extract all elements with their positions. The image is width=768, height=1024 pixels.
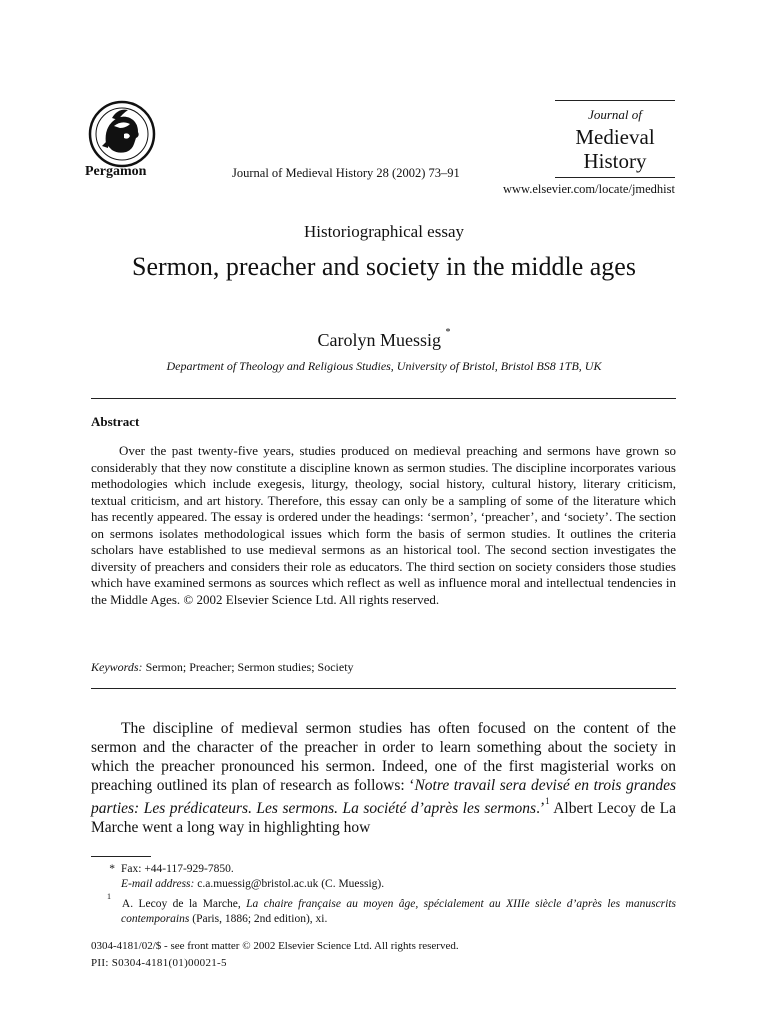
body-text-a: The discipline of medieval sermon studies has often focused on the content of the sermon and the character of the preacher in order to learn something about the society in which the preacher pronounced his sermon. Indeed, one of the first magisterial works on preaching outlined its plan of research as follows: ‘ [91,720,676,794]
pergamon-logo [88,100,156,168]
footnote-1-number: 1 [107,892,111,901]
body-text-b: .’ [536,800,546,818]
journal-name-line2: History [583,149,647,173]
keywords-label: Keywords: [91,660,143,674]
footnote-ref-1[interactable]: 1 [545,796,550,806]
footnote-1 [91,892,676,927]
keywords-list: Sermon; Preacher; Sermon studies; Society [145,660,354,674]
footnote-1-text-b: (Paris, 1886; 2nd edition), xi. [189,912,328,925]
issn-line: 0304-4181/02/$ - see front matter © 2002 Elsevier Science Ltd. All rights reserved. [91,940,459,952]
journal-citation: Journal of Medieval History 28 (2002) 73–91 [232,166,460,180]
publisher-name: Pergamon [85,164,147,179]
footnote-1-text-a: A. Lecoy de la Marche, [121,897,247,910]
author-affiliation: Department of Theology and Religious Studies, University of Bristol, Bristol BS8 1TB, UK [166,359,602,373]
journal-of-label: Journal of [588,107,642,122]
journal-title-box [555,100,675,178]
email-address[interactable]: c.a.muessig@bristol.ac.uk (C. Muessig). [197,878,385,890]
author-name: Carolyn Muessig [317,330,441,350]
footnote-fax-mark: * [109,863,115,875]
footnote-email [91,877,676,892]
keywords [91,660,354,675]
abstract-text: Over the past twenty-five years, studies produced on medieval preaching and sermons have grown so considerably that they now constitute a discipline known as sermon studies. The discipline incorporates various methodologies which include exegesis, liturgy, theology, social history, cultural history, literary criticism, textual criticism, and art history. Therefore, this essay can only be a sampling of some of the literature which has recently appeared. The essay is ordered under the headings: ‘sermon’, ‘preacher’, and ‘society’. The section on sermons isolates methodological issues which form the basis of sermon studies. It outlines the criteria scholars have established to use medieval sermons as an historical tool. The second section investigates the diversity of preachers and considers their role as educators. The third section on society considers those studies which have examined sermons as sources which reflect as well as influence moral and intellectual tendencies in the Middle Ages. © 2002 Elsevier Science Ltd. All rights reserved. [91,443,676,607]
journal-box-top-rule [555,100,675,101]
footnote-rule [91,856,151,857]
author-line [0,327,768,351]
abstract-top-rule [91,398,676,399]
footnote-1-title: La chaire française au moyen âge, spécialement au XIIIe siècle d’après les manuscrits contemporains [121,897,677,925]
journal-url[interactable]: www.elsevier.com/locate/jmedhist [502,182,675,196]
author-footnote-mark[interactable]: * [445,327,451,338]
journal-name [555,125,675,173]
body-paragraph [91,719,676,837]
abstract-heading: Abstract [91,414,140,429]
body-quote: Notre travail sera devisé en trois grandes parties: Les prédicateurs. Les sermons. La société d’après les sermons [91,777,676,818]
journal-name-line1: Medieval [575,125,655,149]
email-label: E-mail address: [121,878,195,890]
journal-box-bottom-rule [555,177,675,178]
article-title: Sermon, preacher and society in the middle ages [132,252,636,281]
pii-line: PII: S0304-4181(01)00021-5 [91,957,227,969]
body-text-c: Albert Lecoy de La Marche went a long way in highlighting how [91,800,676,837]
abstract-bottom-rule [91,688,676,689]
article-type: Historiographical essay [303,222,465,241]
footnote-fax-text: Fax: +44-117-929-7850. [121,863,234,875]
footnote-fax [91,862,676,877]
